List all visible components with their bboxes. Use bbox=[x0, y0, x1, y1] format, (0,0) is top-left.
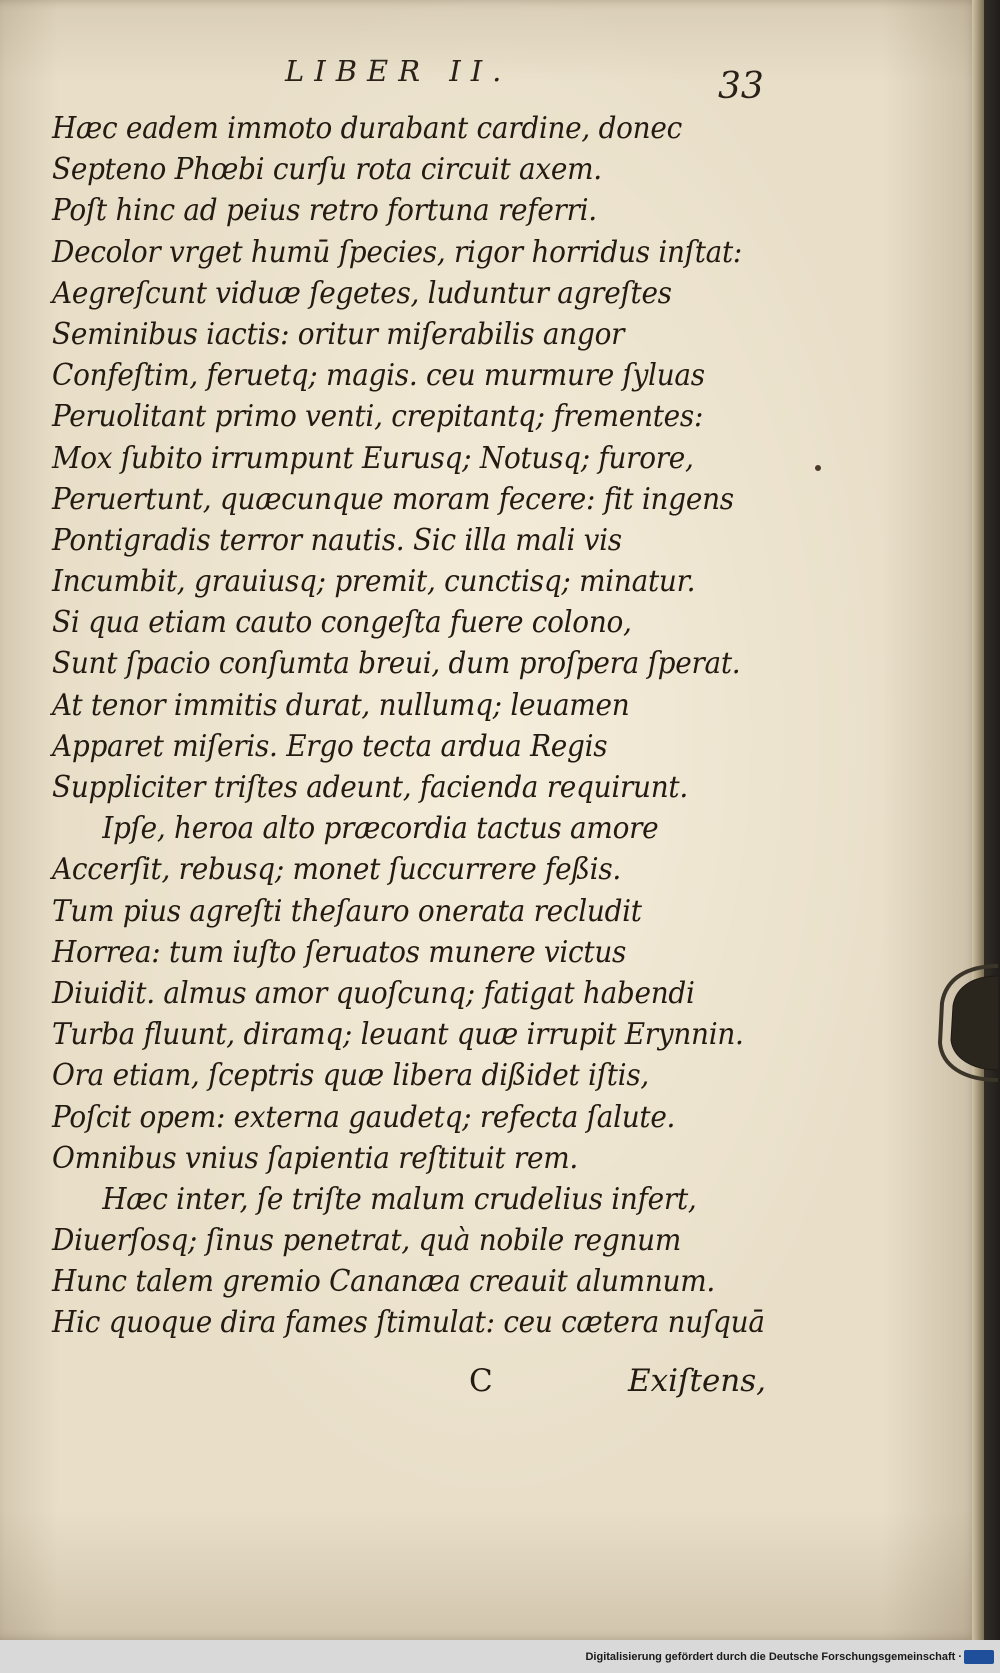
verse-line: Peruolitant primo venti, crepitantq; frementes: bbox=[52, 399, 704, 435]
verse-block bbox=[52, 108, 772, 1344]
dfg-logo-icon bbox=[964, 1650, 994, 1664]
verse-line: Hæc inter, ſe triſte malum crudelius infert, bbox=[102, 1181, 697, 1217]
catchword: Exiſtens, bbox=[628, 1363, 767, 1399]
verse-line: Suppliciter triſtes adeunt, facienda requirunt. bbox=[52, 770, 688, 805]
verse-line: Poſt hinc ad peius retro fortuna referri. bbox=[52, 193, 597, 229]
verse-line: Ipſe, heroa alto præcordia tactus amore bbox=[102, 811, 659, 847]
verse-line: Sunt ſpacio conſumta breui, dum proſpera ſperat. bbox=[52, 646, 741, 682]
page-clip-icon bbox=[928, 958, 998, 1088]
verse-line: Hic quoque dira fames ſtimulat: ceu cætera nuſquā bbox=[52, 1305, 765, 1341]
running-title: LIBER II. bbox=[285, 54, 512, 88]
verse-line: Si qua etiam cauto congeſta fuere colono, bbox=[52, 605, 632, 641]
ink-spot bbox=[815, 465, 821, 471]
verse-line: At tenor immitis durat, nullumq; leuamen bbox=[52, 687, 630, 723]
signature-mark: C bbox=[469, 1363, 493, 1399]
verse-line: Incumbit, grauiusq; premit, cunctisq; minatur. bbox=[52, 564, 696, 600]
page-fore-edge bbox=[972, 0, 984, 1640]
verse-line: Decolor vrget humū ſpecies, rigor horridus inſtat: bbox=[52, 234, 743, 270]
verse-line: Pontigradis terror nautis. Sic illa mali vis bbox=[52, 522, 622, 558]
verse-line: Omnibus vnius ſapientia reſtituit rem. bbox=[52, 1140, 578, 1176]
verse-line: Apparet miſeris. Ergo tecta ardua Regis bbox=[52, 728, 608, 764]
verse-line: Diuidit. almus amor quoſcunq; fatigat habendi bbox=[52, 975, 695, 1011]
verse-line: Tum pius agreſti theſauro onerata recludit bbox=[52, 893, 642, 929]
verse-line: Confeſtim, feruetq; magis. ceu murmure ſyluas bbox=[52, 358, 705, 394]
verse-line: Horrea: tum iuſto ſeruatos munere victus bbox=[52, 934, 627, 970]
verse-line: Hunc talem gremio Cananæa creauit alumnum. bbox=[52, 1264, 716, 1300]
verse-line: Turba fluunt, diramq; leuant quæ irrupit Erynnin. bbox=[52, 1017, 744, 1053]
verse-line: Mox ſubito irrumpunt Eurusq; Notusq; furore, bbox=[52, 440, 694, 476]
verse-line: Septeno Phœbi curſu rota circuit axem. bbox=[52, 152, 602, 188]
verse-line: Hæc eadem immoto durabant cardine, donec bbox=[52, 111, 682, 146]
digitization-credit: Digitalisierung gefördert durch die Deutsche Forschungsgemeinschaft · bbox=[585, 1651, 962, 1663]
verse-line: Peruertunt, quæcunque moram fecere: fit ingens bbox=[52, 481, 734, 517]
verse-line: Seminibus iactis: oritur miſerabilis angor bbox=[52, 316, 625, 352]
verse-line: Accerſit, rebusq; monet ſuccurrere feßis. bbox=[52, 852, 621, 888]
page-number: 33 bbox=[718, 66, 764, 107]
verse-line: Diuerſosq; ſinus penetrat, quà nobile regnum bbox=[52, 1223, 682, 1259]
verse-line: Poſcit opem: externa gaudetq; refecta ſalute. bbox=[52, 1099, 676, 1135]
verse-line: Ora etiam, ſceptris quæ libera dißidet iſtis, bbox=[52, 1058, 649, 1094]
verse-line: Aegreſcunt viduæ ſegetes, luduntur agreſtes bbox=[52, 275, 672, 311]
